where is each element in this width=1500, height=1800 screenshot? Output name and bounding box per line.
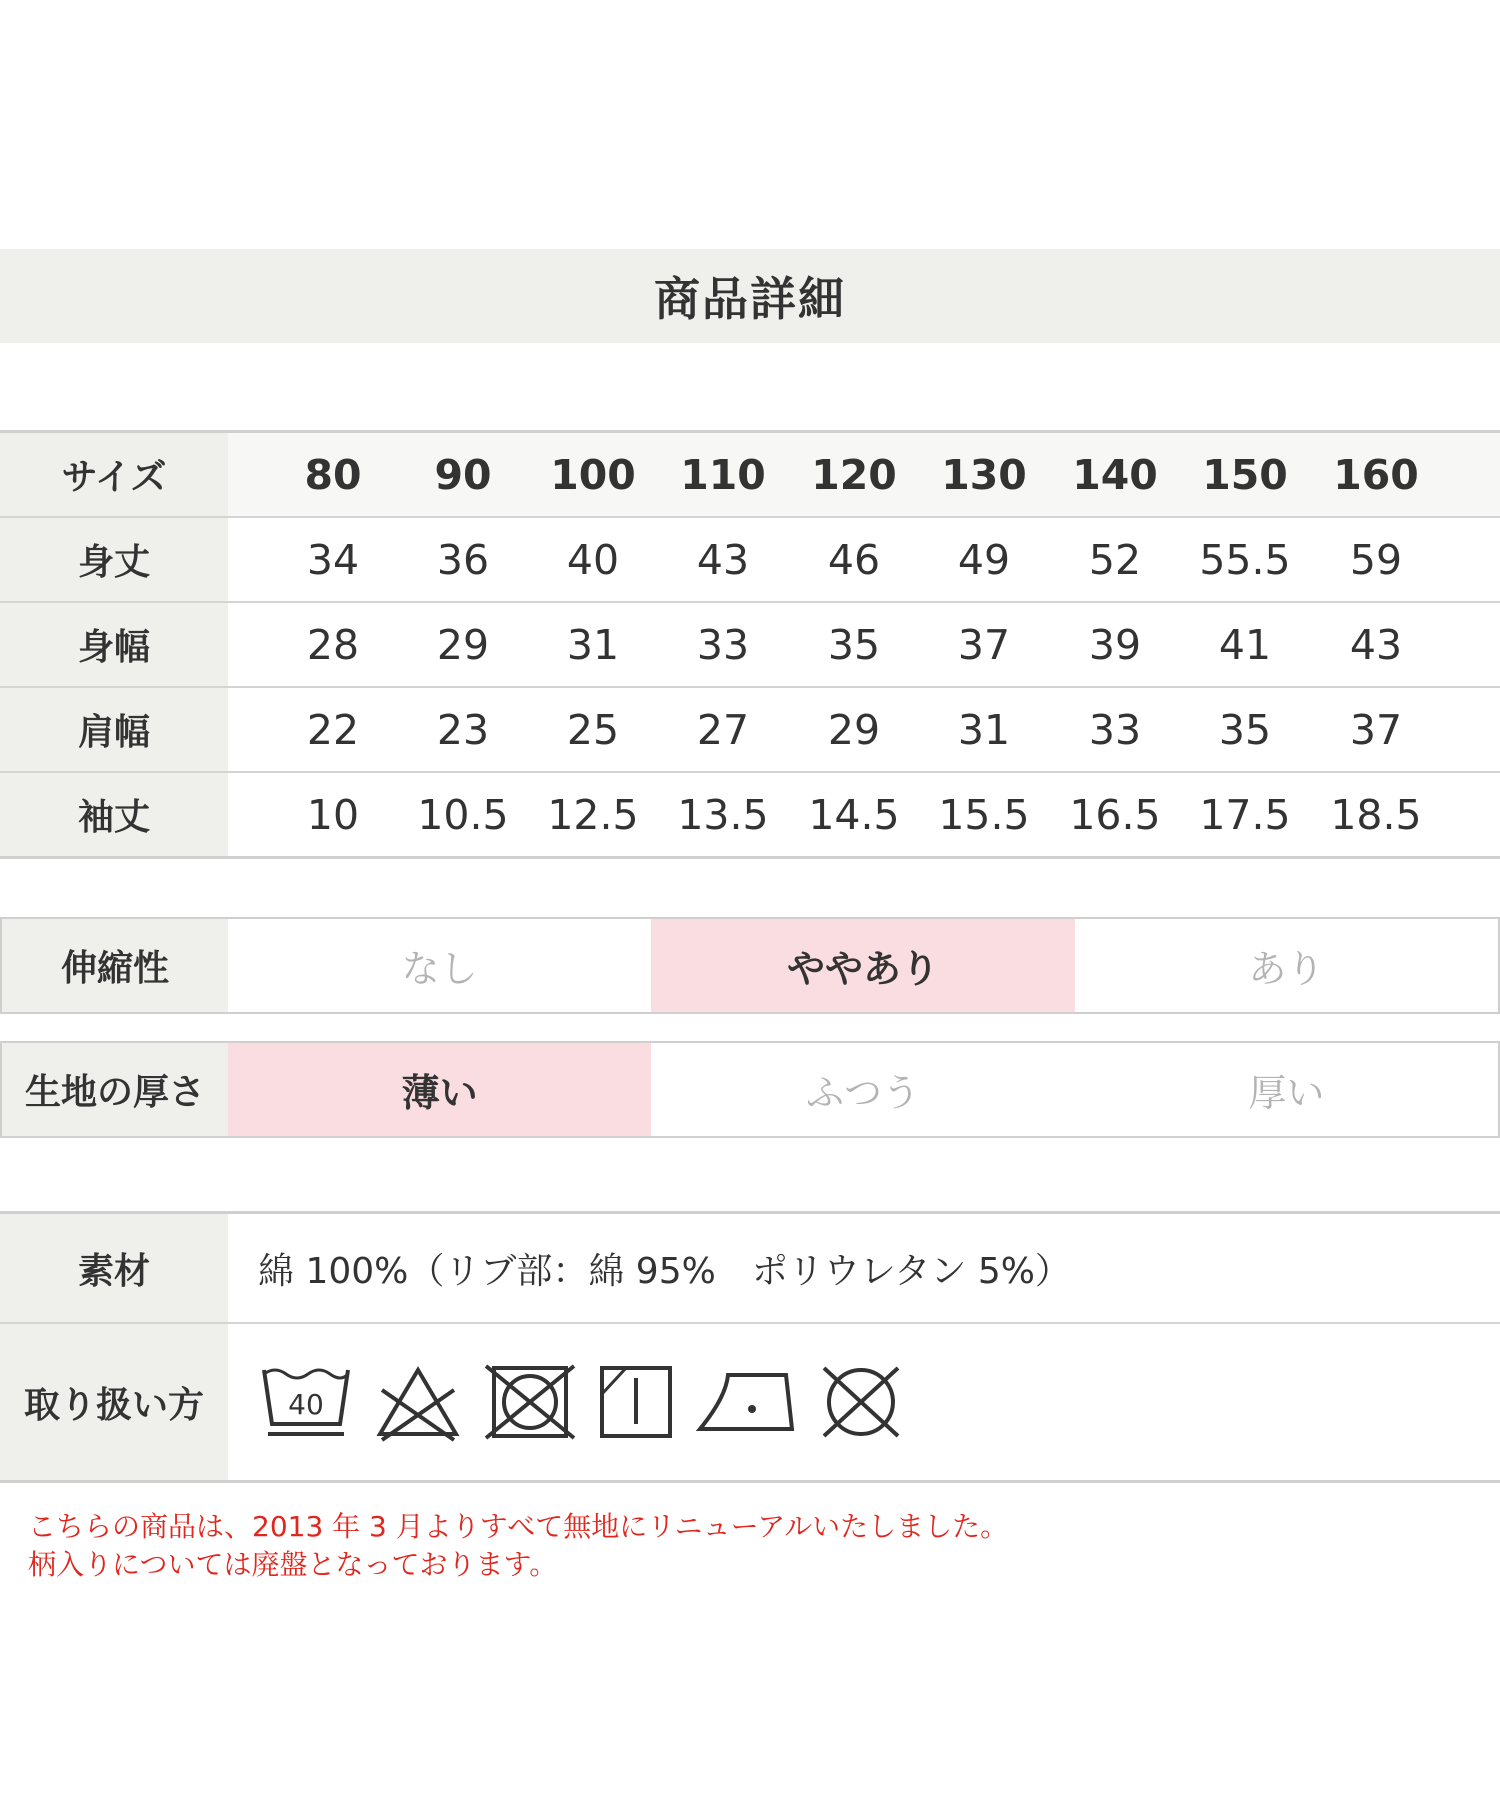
stretch-label: 伸縮性 xyxy=(2,919,228,1012)
material-table xyxy=(0,1211,1500,1483)
care-icons xyxy=(228,1324,1500,1480)
table-cell: 31 xyxy=(957,705,1011,754)
row-cells xyxy=(228,773,1500,856)
line-dry-shade-icon xyxy=(598,1364,674,1440)
table-cell: 13.5 xyxy=(677,790,769,839)
material-label: 素材 xyxy=(0,1214,228,1322)
table-cell: 18.5 xyxy=(1330,790,1422,839)
thickness-label: 生地の厚さ xyxy=(2,1043,228,1136)
size-table xyxy=(0,430,1500,859)
table-cell: 120 xyxy=(811,450,897,499)
table-cell: 55.5 xyxy=(1199,535,1291,584)
table-cell: 52 xyxy=(1088,535,1142,584)
table-cell: 39 xyxy=(1088,620,1142,669)
table-cell: 40 xyxy=(566,535,620,584)
row-label: 身丈 xyxy=(0,518,228,601)
table-cell: 80 xyxy=(304,450,362,499)
notice xyxy=(28,1508,1008,1584)
page-title: 商品詳細 xyxy=(654,272,846,326)
size-header-label: サイズ xyxy=(0,433,228,516)
material-value: 綿 100%（リブ部：綿 95% ポリウレタン 5%） xyxy=(258,1250,1071,1292)
table-cell: 41 xyxy=(1218,620,1272,669)
table-cell: 37 xyxy=(957,620,1011,669)
table-cell: 10.5 xyxy=(417,790,509,839)
notice-line-1: こちらの商品は、2013 年 3 月よりすべて無地にリニューアルいたしました。 xyxy=(28,1510,1009,1543)
stretch-option-slight: ややあり xyxy=(651,919,1074,1012)
row-label: 身幅 xyxy=(0,603,228,686)
thickness-option-thick: 厚い xyxy=(1248,1071,1325,1115)
table-cell: 110 xyxy=(680,450,766,499)
table-cell: 59 xyxy=(1349,535,1403,584)
table-cell: 33 xyxy=(696,620,750,669)
table-cell: 29 xyxy=(436,620,490,669)
table-cell: 14.5 xyxy=(808,790,900,839)
table-row xyxy=(0,601,1500,686)
table-row xyxy=(0,771,1500,856)
row-cells xyxy=(228,603,1500,686)
table-cell: 160 xyxy=(1333,450,1419,499)
table-cell: 33 xyxy=(1088,705,1142,754)
stretch-option-yes: あり xyxy=(1248,947,1325,991)
stretch-option-none: なし xyxy=(401,947,478,991)
no-bleach-icon xyxy=(374,1362,462,1442)
iron-low-icon xyxy=(696,1367,796,1437)
table-row xyxy=(0,686,1500,771)
table-cell: 16.5 xyxy=(1069,790,1161,839)
row-cells xyxy=(228,518,1500,601)
table-cell: 25 xyxy=(566,705,620,754)
table-cell: 31 xyxy=(566,620,620,669)
size-header-row xyxy=(0,433,1500,516)
table-cell: 35 xyxy=(827,620,881,669)
size-header-cells xyxy=(228,433,1500,516)
table-cell: 27 xyxy=(696,705,750,754)
care-row xyxy=(0,1322,1500,1480)
stretch-scale xyxy=(0,917,1500,1014)
table-cell: 29 xyxy=(827,705,881,754)
title-bar xyxy=(0,249,1500,343)
wash-temp-label: 40 xyxy=(288,1388,324,1421)
table-cell: 43 xyxy=(1349,620,1403,669)
table-cell: 130 xyxy=(941,450,1027,499)
row-label: 肩幅 xyxy=(0,688,228,771)
table-cell: 49 xyxy=(957,535,1011,584)
no-dry-clean-icon xyxy=(818,1364,904,1440)
table-cell: 36 xyxy=(436,535,490,584)
table-cell: 46 xyxy=(827,535,881,584)
material-row xyxy=(0,1214,1500,1322)
table-cell: 35 xyxy=(1218,705,1272,754)
table-cell: 43 xyxy=(696,535,750,584)
table-cell: 100 xyxy=(550,450,636,499)
notice-line-2: 柄入りについては廃盤となっております。 xyxy=(28,1548,558,1581)
table-cell: 140 xyxy=(1072,450,1158,499)
table-cell: 10 xyxy=(306,790,360,839)
table-row xyxy=(0,516,1500,601)
table-cell: 90 xyxy=(434,450,492,499)
table-cell: 12.5 xyxy=(547,790,639,839)
table-cell: 23 xyxy=(436,705,490,754)
table-cell: 34 xyxy=(306,535,360,584)
table-cell: 22 xyxy=(306,705,360,754)
thickness-option-normal: ふつう xyxy=(805,1071,920,1115)
care-label: 取り扱い方 xyxy=(0,1324,228,1480)
thickness-option-thin: 薄い xyxy=(228,1043,651,1136)
table-cell: 28 xyxy=(306,620,360,669)
table-cell: 37 xyxy=(1349,705,1403,754)
wash-40-icon xyxy=(260,1364,352,1440)
table-cell: 15.5 xyxy=(938,790,1030,839)
thickness-scale xyxy=(0,1041,1500,1138)
row-cells xyxy=(228,688,1500,771)
no-tumble-dry-icon xyxy=(484,1364,576,1440)
row-label: 袖丈 xyxy=(0,773,228,856)
table-cell: 17.5 xyxy=(1199,790,1291,839)
table-cell: 150 xyxy=(1202,450,1288,499)
